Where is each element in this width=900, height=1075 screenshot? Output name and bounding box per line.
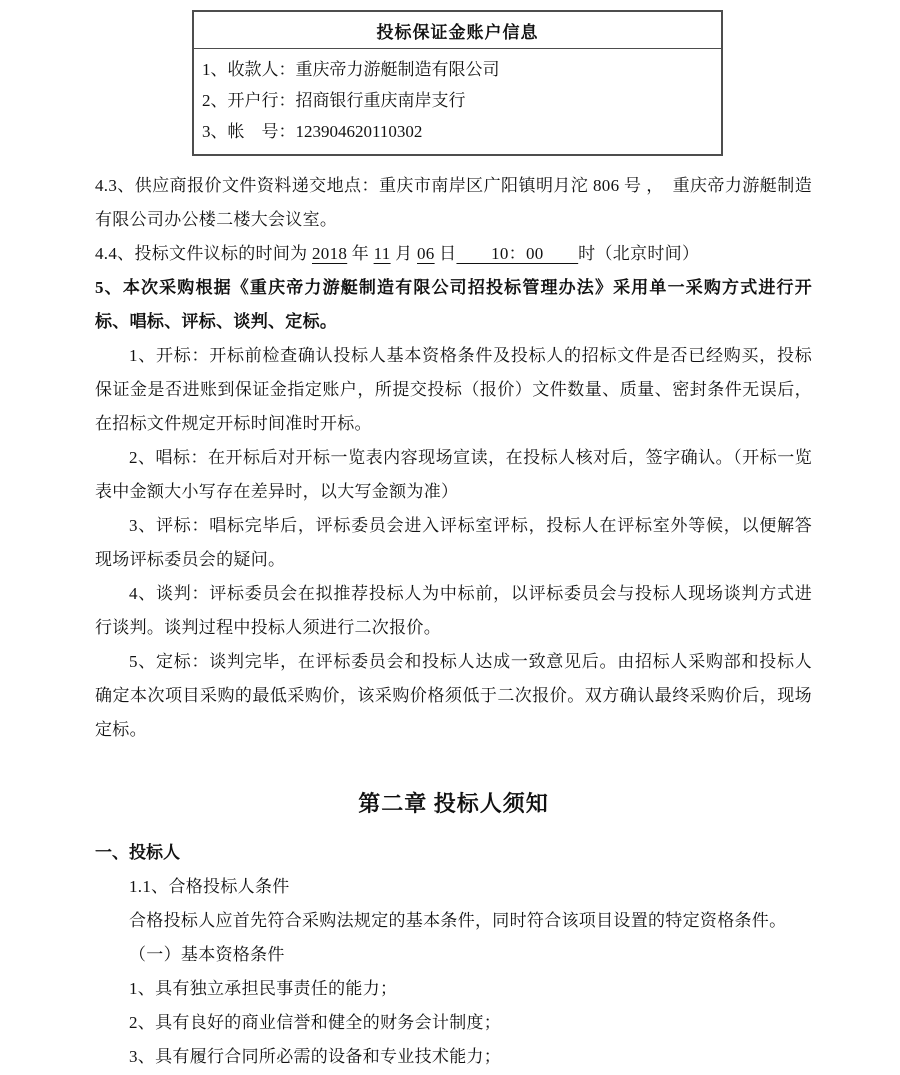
p44-year-label: 年 (347, 244, 374, 263)
paragraph-4-4-bid-time (95, 237, 812, 271)
deposit-row-account-number: 3、帐 号：123904620110302 (202, 122, 423, 141)
p44-month-label: 月 (390, 244, 417, 263)
step-bid-opening: 1、开标：开标前检查确认投标人基本资格条件及投标人的招标文件是否已经购买，投标保证金是否进账到保证金指定账户，所提交投标（报价）文件数量、质量、密封条件无误后，在招标文件规定开标时间准时开标。 (95, 346, 812, 433)
basic-condition-item-2: 2、具有良好的商业信誉和健全的财务会计制度； (129, 1013, 502, 1032)
step-bid-evaluation: 3、评标：唱标完毕后，评标委员会进入评标室评标，投标人在评标室外等候，以便解答现场评标委员会的疑问。 (95, 516, 812, 569)
paragraph-4-3-submission-location: 4.3、供应商报价文件资料递交地点：重庆市南岸区广阳镇明月沱 806 号 ， 重庆帝力游艇制造有限公司办公楼二楼大会议室。 (95, 176, 812, 229)
p44-time-suffix: 时（北京时间） (578, 244, 700, 263)
step-bid-announcing: 2、唱标：在开标后对开标一览表内容现场宣读，在投标人核对后，签字确认。（开标一览表中金额大小写存在差异时，以大写金额为准） (95, 448, 812, 501)
p44-day-label: 日 (434, 244, 457, 263)
deposit-info-table (192, 10, 723, 156)
p44-text-prefix: 4.4、投标文件议标的时间为 (95, 244, 312, 263)
p44-year-value: 2018 (312, 244, 348, 263)
clause-1-1-heading: 1.1、合格投标人条件 (129, 877, 290, 896)
step-negotiation: 4、谈判：评标委员会在拟推荐投标人为中标前，以评标委员会与投标人现场谈判方式进行谈判。谈判过程中投标人须进行二次报价。 (95, 584, 812, 637)
p44-month-value: 11 (373, 244, 391, 263)
deposit-table-body (194, 49, 721, 154)
chapter-2-heading: 第二章 投标人须知 (358, 791, 549, 816)
basic-condition-item-3: 3、具有履行合同所必需的设备和专业技术能力； (129, 1047, 502, 1066)
step-award-decision: 5、定标：谈判完毕，在评标委员会和投标人达成一致意见后。由招标人采购部和投标人确定本次项目采购的最低采购价，该采购价格须低于二次报价。双方确认最终采购价后，现场定标。 (95, 652, 812, 739)
deposit-table-title: 投标保证金账户信息 (194, 12, 721, 49)
section-1-bidders-heading: 一、投标人 (95, 843, 180, 862)
qualified-bidder-paragraph: 合格投标人应首先符合采购法规定的基本条件，同时符合该项目设置的特定资格条件。 (129, 911, 787, 930)
p44-time-value: 10：00 (456, 244, 579, 263)
deposit-row-payee: 1、收款人：重庆帝力游艇制造有限公司 (202, 60, 500, 79)
p44-day-value: 06 (417, 244, 435, 263)
paragraph-5-procurement-method: 5、本次采购根据《重庆帝力游艇制造有限公司招投标管理办法》采用单一采购方式进行开标、唱标、评标、谈判、定标。 (95, 278, 812, 331)
basic-condition-item-1: 1、具有独立承担民事责任的能力； (129, 979, 398, 998)
deposit-row-bank: 2、开户行：招商银行重庆南岸支行 (202, 91, 466, 110)
basic-qualification-heading: （一）基本资格条件 (129, 945, 285, 964)
